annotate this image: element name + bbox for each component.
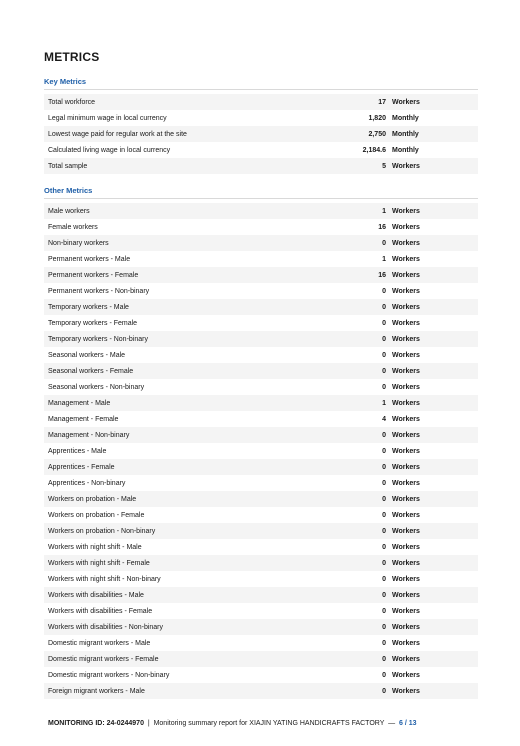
footer-report-title: Monitoring summary report for XIAJIN YATING HANDICRAFTS FACTORY: [153, 720, 385, 727]
metric-label: Management - Non-binary: [48, 431, 130, 439]
table-row: [44, 347, 478, 363]
table-row: [44, 507, 478, 523]
metric-unit: Workers: [392, 255, 420, 263]
table-row: [44, 475, 478, 491]
metric-label: Temporary workers - Male: [48, 303, 129, 311]
metric-unit: Workers: [392, 687, 420, 695]
table-row: [44, 299, 478, 315]
key-metrics-table: [44, 94, 478, 174]
table-row: [44, 603, 478, 619]
metric-value: 0: [382, 351, 386, 359]
metric-label: Legal minimum wage in local currency: [48, 114, 167, 122]
other-metrics-divider: [44, 198, 478, 199]
metric-value: 0: [382, 687, 386, 695]
metric-label: Temporary workers - Non-binary: [48, 335, 148, 343]
metric-unit: Workers: [392, 303, 420, 311]
metric-value: 0: [382, 495, 386, 503]
metric-value: 1: [382, 399, 386, 407]
metric-unit: Workers: [392, 162, 420, 170]
table-row: [44, 427, 478, 443]
metric-unit: Workers: [392, 495, 420, 503]
table-row: [44, 283, 478, 299]
metric-label: Workers with night shift - Male: [48, 543, 142, 551]
metric-unit: Workers: [392, 639, 420, 647]
metric-unit: Workers: [392, 271, 420, 279]
metric-label: Seasonal workers - Non-binary: [48, 383, 145, 391]
metric-value: 2,184.6: [362, 146, 386, 154]
metric-value: 0: [382, 623, 386, 631]
table-row: [44, 459, 478, 475]
footer-separator: |: [147, 720, 150, 727]
metric-unit: Workers: [392, 223, 420, 231]
metric-label: Lowest wage paid for regular work at the site: [48, 130, 187, 138]
metric-value: 0: [382, 527, 386, 535]
metric-label: Calculated living wage in local currency: [48, 146, 171, 154]
page-title: METRICS: [44, 50, 100, 64]
table-row: [44, 219, 478, 235]
other-metrics-heading: Other Metrics: [44, 186, 93, 195]
metric-value: 0: [382, 607, 386, 615]
table-row: [44, 126, 478, 142]
metric-unit: Workers: [392, 607, 420, 615]
table-row: [44, 331, 478, 347]
metric-label: Non-binary workers: [48, 239, 109, 247]
metric-value: 0: [382, 479, 386, 487]
table-row: [44, 443, 478, 459]
metric-unit: Workers: [392, 591, 420, 599]
table-row: [44, 251, 478, 267]
metric-label: Workers on probation - Non-binary: [48, 527, 156, 535]
table-row: [44, 411, 478, 427]
metric-unit: Workers: [392, 207, 420, 215]
metric-value: 0: [382, 431, 386, 439]
metric-value: 5: [382, 162, 386, 170]
metric-unit: Workers: [392, 319, 420, 327]
metric-unit: Workers: [392, 559, 420, 567]
metric-unit: Workers: [392, 351, 420, 359]
metric-label: Workers with disabilities - Non-binary: [48, 623, 164, 631]
metric-unit: Workers: [392, 463, 420, 471]
metric-unit: Workers: [392, 543, 420, 551]
metric-label: Total workforce: [48, 98, 96, 106]
table-row: [44, 363, 478, 379]
metric-unit: Workers: [392, 623, 420, 631]
metric-label: Seasonal workers - Male: [48, 351, 126, 359]
table-row: [44, 651, 478, 667]
metric-value: 0: [382, 367, 386, 375]
metric-value: 0: [382, 319, 386, 327]
table-row: [44, 667, 478, 683]
metric-label: Workers with night shift - Non-binary: [48, 575, 161, 583]
metric-label: Workers with night shift - Female: [48, 559, 150, 567]
metric-label: Apprentices - Non-binary: [48, 479, 126, 487]
other-metrics-table: [44, 203, 478, 699]
footer-dash: —: [388, 720, 396, 727]
table-row: [44, 635, 478, 651]
metric-label: Apprentices - Male: [48, 447, 107, 455]
metric-unit: Monthly: [392, 114, 419, 122]
metric-label: Permanent workers - Female: [48, 271, 139, 279]
table-row: [44, 619, 478, 635]
metric-value: 0: [382, 383, 386, 391]
metric-label: Seasonal workers - Female: [48, 367, 134, 375]
table-row: [44, 267, 478, 283]
table-row: [44, 523, 478, 539]
metric-value: 1: [382, 207, 386, 215]
metric-value: 0: [382, 591, 386, 599]
metric-label: Apprentices - Female: [48, 463, 115, 471]
metric-value: 1,820: [368, 114, 386, 122]
metric-value: 0: [382, 671, 386, 679]
metric-label: Domestic migrant workers - Female: [48, 655, 159, 663]
table-row: [44, 235, 478, 251]
metric-unit: Workers: [392, 98, 420, 106]
table-row: [44, 491, 478, 507]
page-footer: [48, 720, 417, 727]
metric-unit: Workers: [392, 383, 420, 391]
metric-value: 2,750: [368, 130, 386, 138]
metric-value: 0: [382, 639, 386, 647]
table-row: [44, 110, 478, 126]
metric-label: Foreign migrant workers - Male: [48, 687, 145, 695]
footer-monitoring-id: MONITORING ID: 24-0244970: [48, 720, 144, 727]
metric-value: 4: [382, 415, 386, 423]
metric-value: 17: [378, 98, 386, 106]
metric-unit: Workers: [392, 287, 420, 295]
metric-value: 0: [382, 575, 386, 583]
metric-label: Management - Female: [48, 415, 119, 423]
metric-unit: Workers: [392, 527, 420, 535]
metric-unit: Workers: [392, 671, 420, 679]
metric-value: 0: [382, 463, 386, 471]
key-metrics-heading: Key Metrics: [44, 77, 87, 86]
metric-value: 0: [382, 655, 386, 663]
metric-unit: Workers: [392, 479, 420, 487]
metric-label: Permanent workers - Non-binary: [48, 287, 150, 295]
metric-value: 0: [382, 447, 386, 455]
metric-value: 16: [378, 271, 386, 279]
metric-unit: Workers: [392, 367, 420, 375]
metric-label: Male workers: [48, 207, 90, 215]
metric-value: 0: [382, 303, 386, 311]
metric-unit: Workers: [392, 431, 420, 439]
metric-label: Female workers: [48, 223, 98, 231]
metric-value: 0: [382, 543, 386, 551]
metric-value: 0: [382, 559, 386, 567]
metric-label: Total sample: [48, 162, 88, 170]
metric-value: 16: [378, 223, 386, 231]
table-row: [44, 555, 478, 571]
metric-value: 0: [382, 335, 386, 343]
metric-label: Permanent workers - Male: [48, 255, 131, 263]
metric-unit: Workers: [392, 335, 420, 343]
metric-label: Workers on probation - Female: [48, 511, 145, 519]
table-row: [44, 203, 478, 219]
table-row: [44, 539, 478, 555]
metric-unit: Workers: [392, 447, 420, 455]
table-row: [44, 683, 478, 699]
footer-page-number: 6 / 13: [399, 720, 417, 727]
metric-value: 0: [382, 511, 386, 519]
metric-unit: Monthly: [392, 130, 419, 138]
table-row: [44, 587, 478, 603]
table-row: [44, 395, 478, 411]
metric-label: Temporary workers - Female: [48, 319, 138, 327]
metric-label: Management - Male: [48, 399, 111, 407]
metric-unit: Monthly: [392, 146, 419, 154]
table-row: [44, 571, 478, 587]
metric-value: 1: [382, 255, 386, 263]
table-row: [44, 315, 478, 331]
metric-label: Workers on probation - Male: [48, 495, 137, 503]
metric-unit: Workers: [392, 399, 420, 407]
table-row: [44, 94, 478, 110]
metric-unit: Workers: [392, 511, 420, 519]
metric-unit: Workers: [392, 575, 420, 583]
metric-label: Workers with disabilities - Female: [48, 607, 153, 615]
table-row: [44, 158, 478, 174]
metric-label: Domestic migrant workers - Male: [48, 639, 151, 647]
metric-unit: Workers: [392, 415, 420, 423]
metric-value: 0: [382, 239, 386, 247]
metric-value: 0: [382, 287, 386, 295]
metric-label: Workers with disabilities - Male: [48, 591, 144, 599]
metric-label: Domestic migrant workers - Non-binary: [48, 671, 170, 679]
metric-unit: Workers: [392, 239, 420, 247]
table-row: [44, 142, 478, 158]
table-row: [44, 379, 478, 395]
metric-unit: Workers: [392, 655, 420, 663]
key-metrics-divider: [44, 89, 478, 90]
